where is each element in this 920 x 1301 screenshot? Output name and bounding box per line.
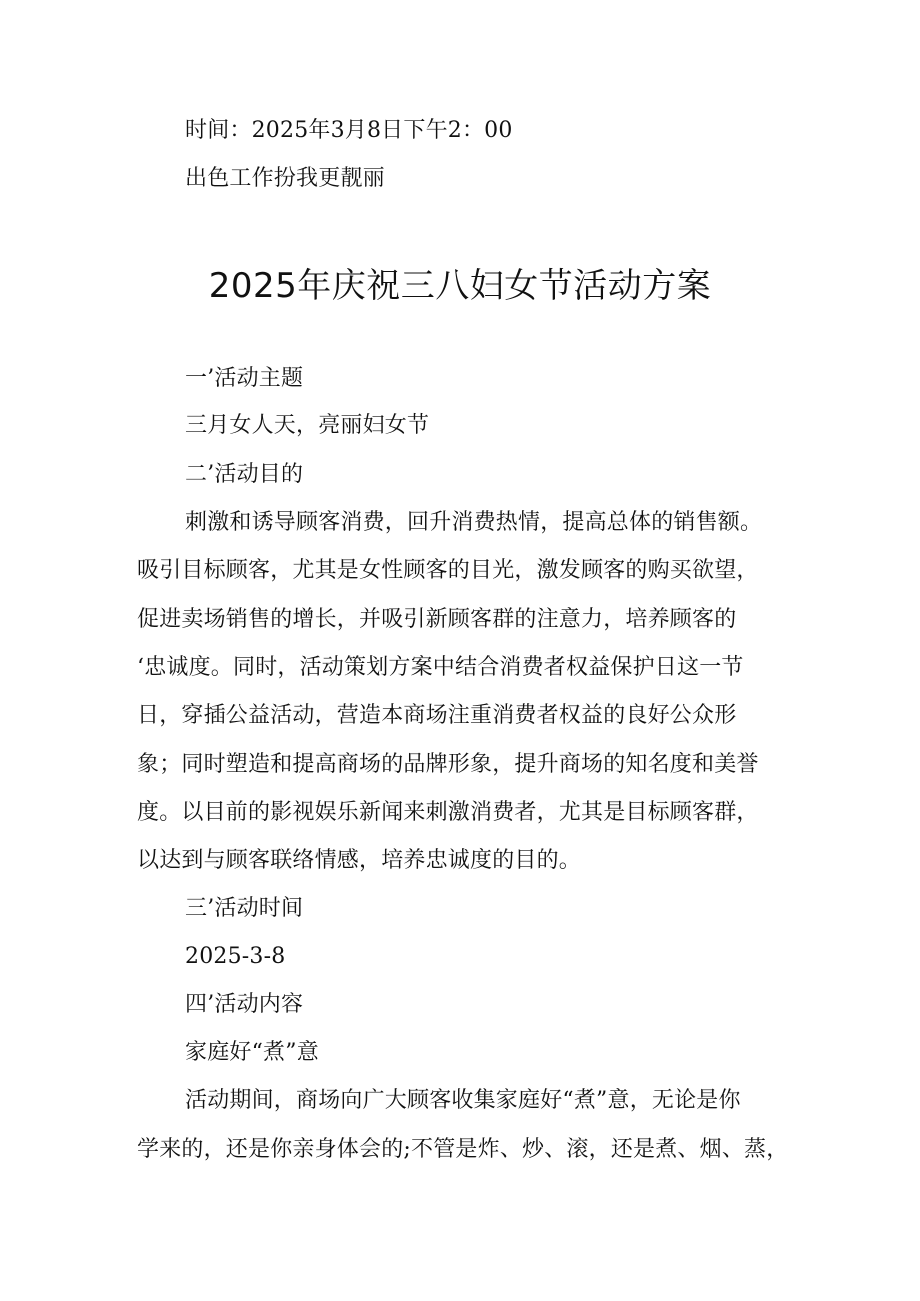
section-heading-theme: 一’活动主题 (185, 366, 304, 391)
section-heading-content: 四’活动内容 (185, 992, 304, 1017)
event-date: 2025-3-8 (185, 944, 286, 969)
purpose-paragraph-line: 日，穿插公益活动，营造本商场注重消费者权益的良好公众形 (137, 703, 737, 728)
purpose-paragraph-line: 促进卖场销售的增长，并吸引新顾客群的注意力，培养顾客的 (137, 607, 737, 632)
purpose-paragraph-line: 以达到与顾客联络情感，培养忠诚度的目的。 (137, 848, 582, 873)
purpose-paragraph-line: 象；同时塑造和提高商场的品牌形象，提升商场的知名度和美誉 (137, 752, 759, 777)
content-paragraph-line: 学来的，还是你亲身体会的;不管是炸、炒、滚，还是煮、烟、蒸， (137, 1137, 789, 1162)
content-paragraph-line: 活动期间，商场向广大顾客收集家庭好“煮”意，无论是你 (185, 1088, 741, 1113)
slogan-line: 出色工作扮我更靓丽 (185, 166, 385, 191)
purpose-paragraph-line: 度。以目前的影视娱乐新闻来刺激消费者，尤其是目标顾客群， (137, 800, 759, 825)
event-time-line: 时间：2025年3月8日下午2：00 (185, 118, 513, 143)
purpose-paragraph-line: 吸引目标顾客，尤其是女性顾客的目光，激发顾客的购买欲望， (137, 558, 759, 583)
theme-text: 三月女人天，亮丽妇女节 (185, 413, 430, 438)
document-title: 2025年庆祝三八妇女节活动方案 (208, 266, 712, 306)
purpose-paragraph-line: 刺激和诱导顾客消费，回升消费热情，提高总体的销售额。 (185, 510, 763, 535)
purpose-paragraph-line: ‘忠诚度。同时，活动策划方案中结合消费者权益保护日这一节 (137, 655, 744, 680)
section-heading-time: 三’活动时间 (185, 896, 304, 921)
content-subheading: 家庭好“煮”意 (185, 1040, 319, 1065)
section-heading-purpose: 二’活动目的 (185, 462, 304, 487)
